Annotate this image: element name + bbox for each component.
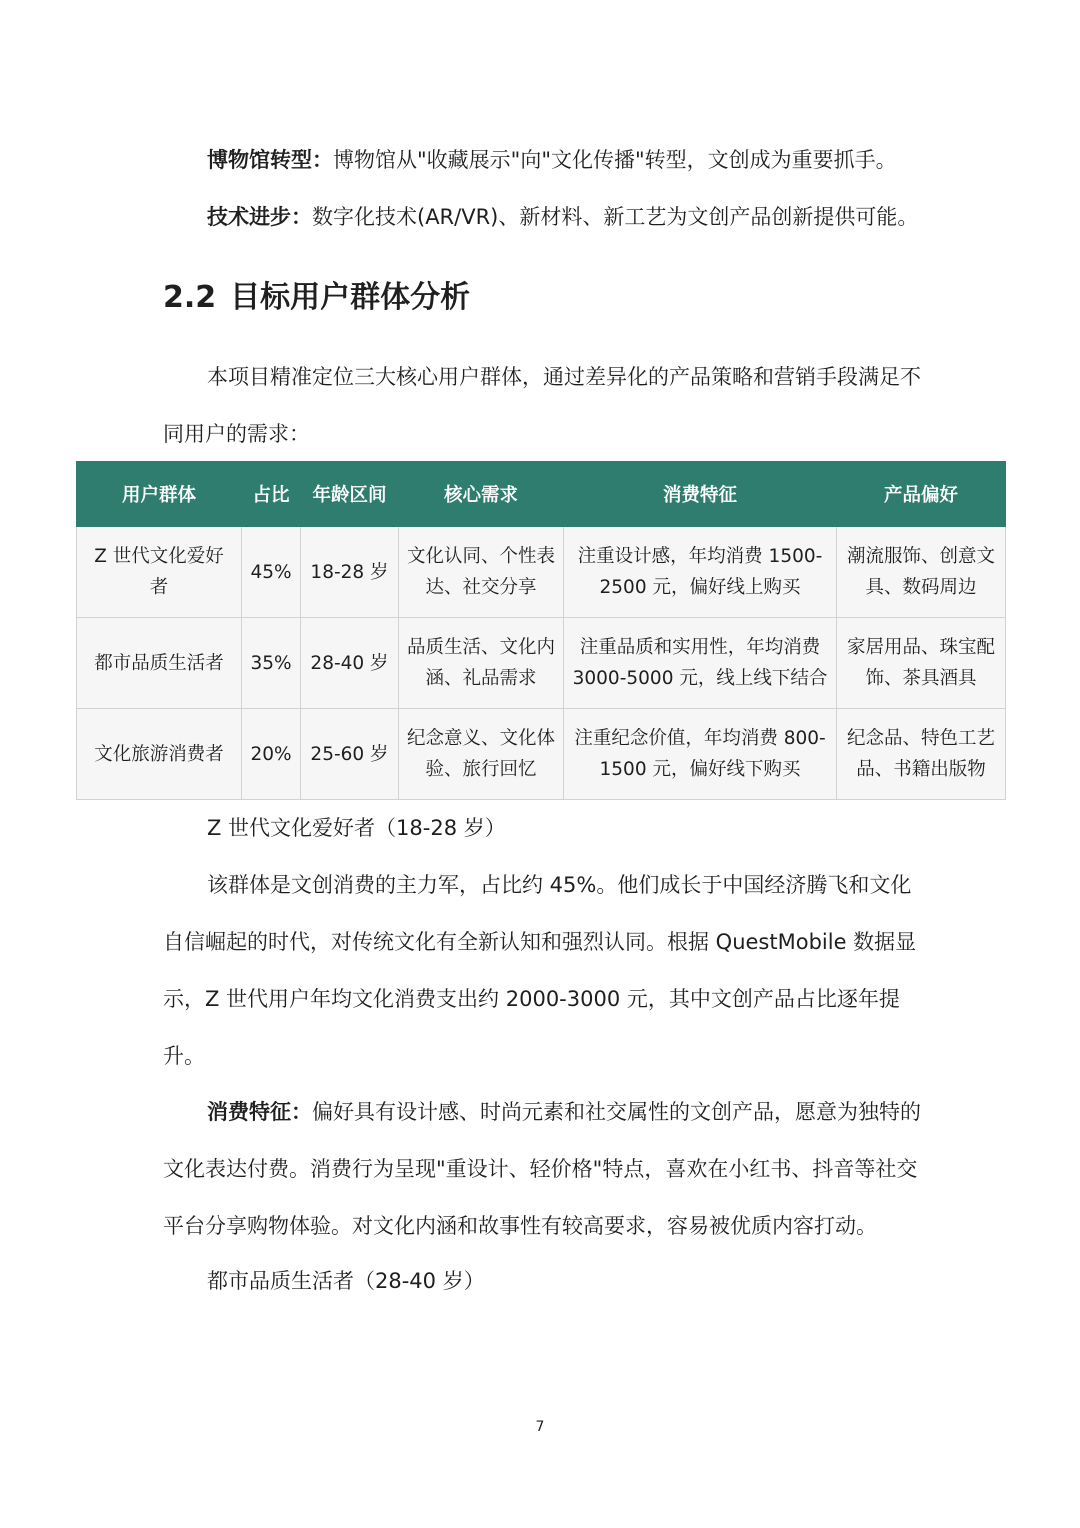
- intro-museum: [163, 132, 923, 189]
- header-share: 占比: [242, 462, 301, 527]
- cell-share: 20%: [242, 709, 301, 800]
- urban-heading: 都市品质生活者（28-40 岁）: [207, 1269, 485, 1293]
- cell-core-needs: 纪念意义、文化体验、旅行回忆: [399, 709, 564, 800]
- cell-consumption: 注重品质和实用性，年均消费 3000-5000 元，线上线下结合: [564, 618, 837, 709]
- lead-paragraph: 本项目精准定位三大核心用户群体，通过差异化的产品策略和营销手段满足不同用户的需求：: [163, 365, 921, 446]
- genz-consumption: [163, 1084, 923, 1255]
- intro-museum-text: 博物馆从"收藏展示"向"文化传播"转型，文创成为重要抓手。: [333, 148, 897, 172]
- cell-product-pref: 家居用品、珠宝配饰、茶具酒具: [837, 618, 1006, 709]
- genz-heading: Z 世代文化爱好者（18-28 岁）: [207, 816, 506, 840]
- section-number: 2.2: [163, 280, 217, 315]
- header-consumption: 消费特征: [564, 462, 837, 527]
- header-product-pref: 产品偏好: [837, 462, 1006, 527]
- header-user-group: 用户群体: [77, 462, 242, 527]
- cell-share: 45%: [242, 527, 301, 618]
- table-row: [77, 618, 1006, 709]
- intro-tech-label: 技术进步：: [207, 205, 312, 229]
- genz-consumption-label: 消费特征：: [207, 1100, 312, 1124]
- cell-user-group: Z 世代文化爱好者: [77, 527, 242, 618]
- cell-user-group: 文化旅游消费者: [77, 709, 242, 800]
- table-header-row: [77, 462, 1006, 527]
- cell-core-needs: 文化认同、个性表达、社交分享: [399, 527, 564, 618]
- cell-core-needs: 品质生活、文化内涵、礼品需求: [399, 618, 564, 709]
- intro-museum-label: 博物馆转型：: [207, 148, 333, 172]
- cell-user-group: 都市品质生活者: [77, 618, 242, 709]
- section-heading: [163, 272, 470, 316]
- genz-consumption-text: 偏好具有设计感、时尚元素和社交属性的文创产品，愿意为独特的文化表达付费。消费行为呈现"重设计、轻价格"特点，喜欢在小红书、抖音等社交平台分享购物体验。对文化内涵和故事性有较高要求，容易被优质内容打动。: [163, 1100, 921, 1238]
- page-number: 7: [535, 1419, 545, 1435]
- header-core-needs: 核心需求: [399, 462, 564, 527]
- cell-product-pref: 纪念品、特色工艺品、书籍出版物: [837, 709, 1006, 800]
- user-group-table: [76, 461, 1006, 800]
- cell-product-pref: 潮流服饰、创意文具、数码周边: [837, 527, 1006, 618]
- table-row: [77, 709, 1006, 800]
- table-row: [77, 527, 1006, 618]
- cell-age-range: 25-60 岁: [301, 709, 399, 800]
- cell-age-range: 28-40 岁: [301, 618, 399, 709]
- genz-paragraph: 该群体是文创消费的主力军，占比约 45%。他们成长于中国经济腾飞和文化自信崛起的时代，对传统文化有全新认知和强烈认同。根据 QuestMobile 数据显示，Z 世代用户年均文化消费支出约 2000-3000 元，其中文创产品占比逐年提升。: [163, 873, 917, 1068]
- section-title: 目标用户群体分析: [230, 280, 471, 315]
- cell-consumption: 注重设计感，年均消费 1500-2500 元，偏好线上购买: [564, 527, 837, 618]
- intro-tech-text: 数字化技术(AR/VR)、新材料、新工艺为文创产品创新提供可能。: [312, 205, 919, 229]
- cell-consumption: 注重纪念价值，年均消费 800-1500 元，偏好线下购买: [564, 709, 837, 800]
- header-age-range: 年龄区间: [301, 462, 399, 527]
- cell-age-range: 18-28 岁: [301, 527, 399, 618]
- cell-share: 35%: [242, 618, 301, 709]
- intro-tech: [163, 189, 923, 246]
